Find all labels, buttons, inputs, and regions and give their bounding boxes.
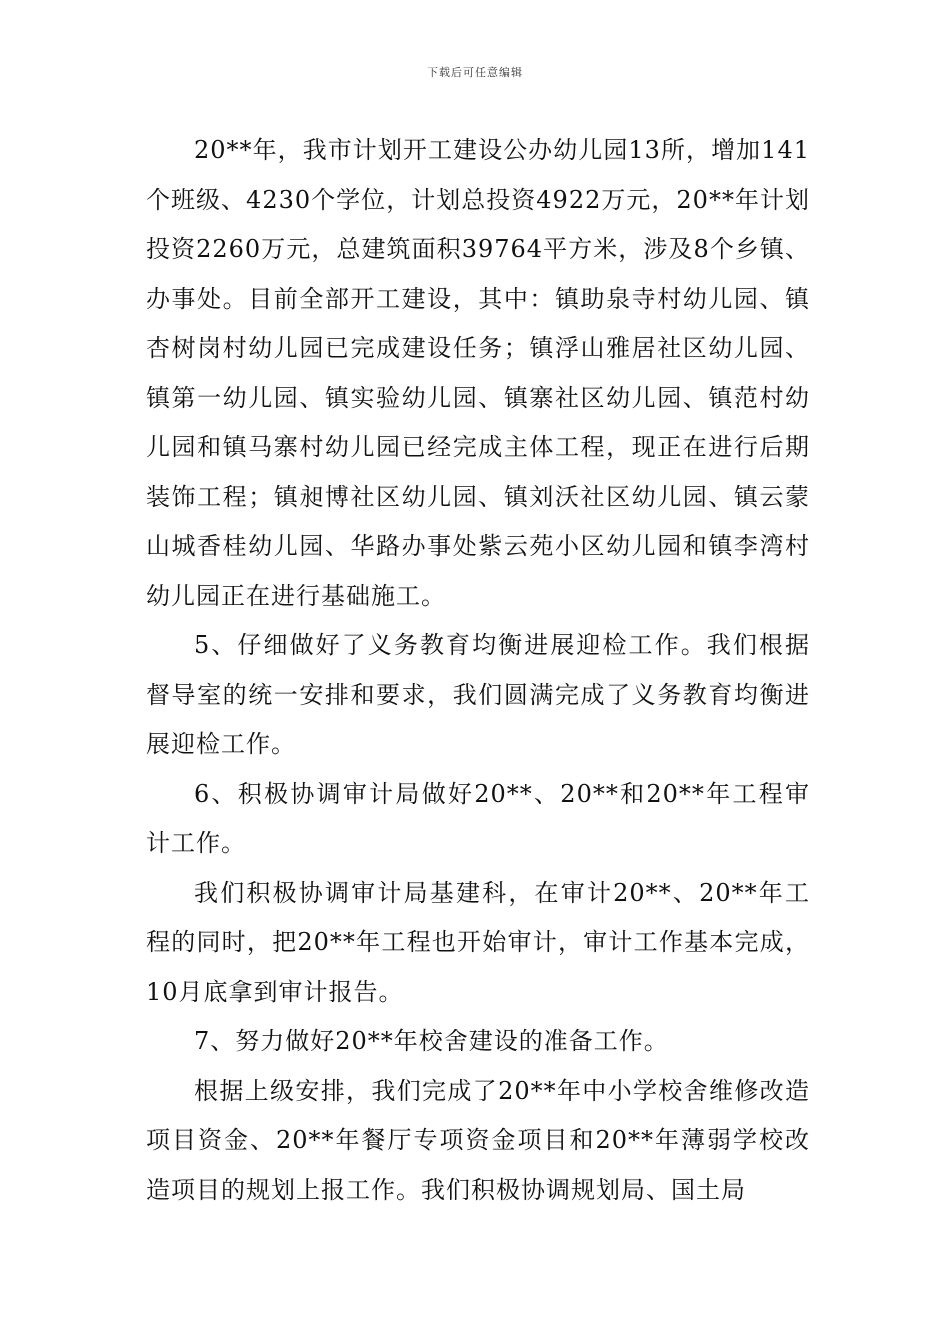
paragraph-item-6: 6、积极协调审计局做好20**、20**和20**年工程审计工作。 xyxy=(146,779,810,857)
paragraph-item-7: 7、努力做好20**年校舍建设的准备工作。 xyxy=(194,1027,669,1055)
page-header-note: 下载后可任意编辑 xyxy=(427,66,523,79)
document-body xyxy=(146,126,810,1215)
paragraph-school-renovation: 根据上级安排，我们完成了20**年中小学校舍维修改造项目资金、20**年餐厅专项资金项目和20**年薄弱学校改造项目的规划上报工作。我们积极协调规划局、国土局 xyxy=(146,1076,810,1204)
paragraph-audit-details: 我们积极协调审计局基建科，在审计20**、20**年工程的同时，把20**年工程也开始审计，审计工作基本完成，10月底拿到审计报告。 xyxy=(146,878,810,1006)
paragraph-kindergarten-construction: 20**年，我市计划开工建设公办幼儿园13所，增加141个班级、4230个学位，计划总投资4922万元，20**年计划投资2260万元，总建筑面积39764平方米，涉及8个乡镇、办事处。目前全部开工建设，其中：镇助泉寺村幼儿园、镇杏树岗村幼儿园已完成建设任务；镇浮山雅居社区幼儿园、镇第一幼儿园、镇实验幼儿园、镇寨社区幼儿园、镇范村幼儿园和镇马寨村幼儿园已经完成主体工程，现正在进行后期装饰工程；镇昶博社区幼儿园、镇刘沃社区幼儿园、镇云蒙山城香桂幼儿园、华路办事处紫云苑小区幼儿园和镇李湾村幼儿园正在进行基础施工。 xyxy=(146,136,810,610)
paragraph-item-5: 5、仔细做好了义务教育均衡进展迎检工作。我们根据督导室的统一安排和要求，我们圆满完成了义务教育均衡进展迎检工作。 xyxy=(146,631,810,758)
